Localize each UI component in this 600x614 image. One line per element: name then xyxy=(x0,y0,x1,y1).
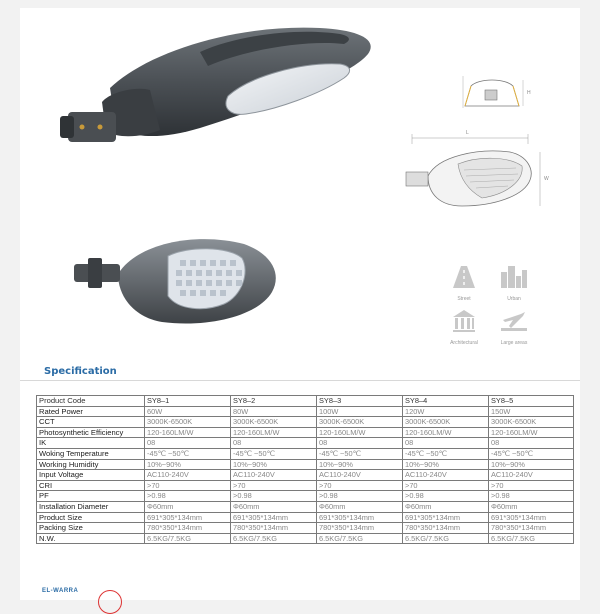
table-cell: 780*350*134mm xyxy=(231,523,317,534)
table-cell: 3000K-6500K xyxy=(403,417,489,428)
table-cell: 691*305*134mm xyxy=(403,512,489,523)
table-cell: 08 xyxy=(489,438,574,449)
table-cell: 10%~90% xyxy=(231,459,317,470)
table-cell: 120-160LM/W xyxy=(145,427,231,438)
table-cell: 3000K-6500K xyxy=(231,417,317,428)
table-cell: 691*305*134mm xyxy=(231,512,317,523)
front-view-drawing xyxy=(435,72,545,114)
table-cell: 08 xyxy=(145,438,231,449)
table-cell: Φ60mm xyxy=(317,501,403,512)
table-cell: >0.98 xyxy=(317,491,403,502)
table-cell: 10%~90% xyxy=(145,459,231,470)
application-label: Street xyxy=(457,296,471,302)
side-view-drawing xyxy=(398,120,558,220)
table-cell: AC110-240V xyxy=(403,470,489,481)
building-icon xyxy=(451,308,477,334)
table-cell: >70 xyxy=(489,480,574,491)
row-label: Rated Power xyxy=(37,406,145,417)
table-cell: 6.5KG/7.5KG xyxy=(403,533,489,544)
street-lamp-angled-image xyxy=(40,10,390,170)
street-lamp-bottom-image xyxy=(58,224,288,334)
row-label: Photosynthetic Efficiency xyxy=(37,427,145,438)
table-cell: >0.98 xyxy=(489,491,574,502)
application-large-areas xyxy=(492,308,536,346)
table-cell: 6.5KG/7.5KG xyxy=(231,533,317,544)
application-street xyxy=(442,264,486,302)
table-cell: -45℃ ~50℃ xyxy=(145,448,231,459)
table-cell: 120-160LM/W xyxy=(231,427,317,438)
table-row xyxy=(37,533,574,544)
table-cell: Φ60mm xyxy=(489,501,574,512)
table-row xyxy=(37,470,574,481)
application-label: Urban xyxy=(507,296,521,302)
table-cell: >0.98 xyxy=(231,491,317,502)
table-cell: Φ60mm xyxy=(403,501,489,512)
table-cell: SY8–1 xyxy=(145,396,231,407)
table-cell: >70 xyxy=(317,480,403,491)
table-cell: 120W xyxy=(403,406,489,417)
table-row xyxy=(37,417,574,428)
table-row xyxy=(37,438,574,449)
table-cell: 691*305*134mm xyxy=(145,512,231,523)
table-row xyxy=(37,480,574,491)
table-cell: >70 xyxy=(231,480,317,491)
table-cell: 691*305*134mm xyxy=(489,512,574,523)
table-cell: 120-160LM/W xyxy=(489,427,574,438)
table-cell: 60W xyxy=(145,406,231,417)
table-cell: 08 xyxy=(317,438,403,449)
table-header-row xyxy=(37,396,574,407)
table-cell: 10%~90% xyxy=(489,459,574,470)
table-row xyxy=(37,427,574,438)
table-cell: 780*350*134mm xyxy=(403,523,489,534)
length-label: L xyxy=(466,130,469,136)
table-cell: AC110-240V xyxy=(145,470,231,481)
row-label: Input Voltage xyxy=(37,470,145,481)
table-cell: Φ60mm xyxy=(231,501,317,512)
table-cell: SY8–2 xyxy=(231,396,317,407)
row-label: CRI xyxy=(37,480,145,491)
certification-seal xyxy=(98,590,122,614)
table-row xyxy=(37,512,574,523)
application-label: Architectural xyxy=(450,340,478,346)
table-cell: 6.5KG/7.5KG xyxy=(145,533,231,544)
table-cell: 780*350*134mm xyxy=(489,523,574,534)
table-cell: 10%~90% xyxy=(403,459,489,470)
table-cell: 3000K-6500K xyxy=(317,417,403,428)
row-label: Working Humidity xyxy=(37,459,145,470)
table-cell: 120-160LM/W xyxy=(403,427,489,438)
table-cell: 08 xyxy=(403,438,489,449)
width-label: W xyxy=(544,176,549,182)
table-cell: 780*350*134mm xyxy=(145,523,231,534)
table-cell: AC110-240V xyxy=(489,470,574,481)
row-label: IK xyxy=(37,438,145,449)
table-cell: -45℃ ~50℃ xyxy=(489,448,574,459)
table-cell: 100W xyxy=(317,406,403,417)
table-cell: SY8–5 xyxy=(489,396,574,407)
table-cell: >70 xyxy=(403,480,489,491)
table-cell: -45℃ ~50℃ xyxy=(231,448,317,459)
row-label: Product Code xyxy=(37,396,145,407)
row-label: Packing Size xyxy=(37,523,145,534)
section-divider xyxy=(20,380,580,381)
table-row xyxy=(37,448,574,459)
table-row xyxy=(37,523,574,534)
table-row xyxy=(37,501,574,512)
table-cell: 3000K-6500K xyxy=(489,417,574,428)
table-cell: AC110-240V xyxy=(231,470,317,481)
row-label: Installation Diameter xyxy=(37,501,145,512)
row-label: N.W. xyxy=(37,533,145,544)
section-title: Specification xyxy=(44,366,117,377)
application-label: Large areas xyxy=(500,340,528,346)
row-label: CCT xyxy=(37,417,145,428)
height-label: H xyxy=(527,90,531,96)
table-cell: 08 xyxy=(231,438,317,449)
table-cell: SY8–4 xyxy=(403,396,489,407)
table-cell: 3000K-6500K xyxy=(145,417,231,428)
table-cell: >0.98 xyxy=(403,491,489,502)
table-cell: 120-160LM/W xyxy=(317,427,403,438)
table-cell: -45℃ ~50℃ xyxy=(403,448,489,459)
specification-table xyxy=(36,395,574,544)
plane-icon xyxy=(499,308,529,334)
row-label: Product Size xyxy=(37,512,145,523)
table-cell: 6.5KG/7.5KG xyxy=(489,533,574,544)
table-cell: Φ60mm xyxy=(145,501,231,512)
application-architectural xyxy=(442,308,486,346)
table-cell: AC110-240V xyxy=(317,470,403,481)
table-cell: 80W xyxy=(231,406,317,417)
table-cell: SY8–3 xyxy=(317,396,403,407)
table-cell: -45℃ ~50℃ xyxy=(317,448,403,459)
table-cell: 780*350*134mm xyxy=(317,523,403,534)
application-urban xyxy=(492,264,536,302)
road-icon xyxy=(451,264,477,290)
table-row xyxy=(37,459,574,470)
city-icon xyxy=(499,264,529,290)
table-cell: 150W xyxy=(489,406,574,417)
table-row xyxy=(37,491,574,502)
table-cell: 691*305*134mm xyxy=(317,512,403,523)
table-cell: 6.5KG/7.5KG xyxy=(317,533,403,544)
table-cell: 10%~90% xyxy=(317,459,403,470)
row-label: PF xyxy=(37,491,145,502)
row-label: Woking Temperature xyxy=(37,448,145,459)
table-row xyxy=(37,406,574,417)
brand-logo: EL-WARRA xyxy=(42,588,79,594)
table-cell: >0.98 xyxy=(145,491,231,502)
table-cell: >70 xyxy=(145,480,231,491)
